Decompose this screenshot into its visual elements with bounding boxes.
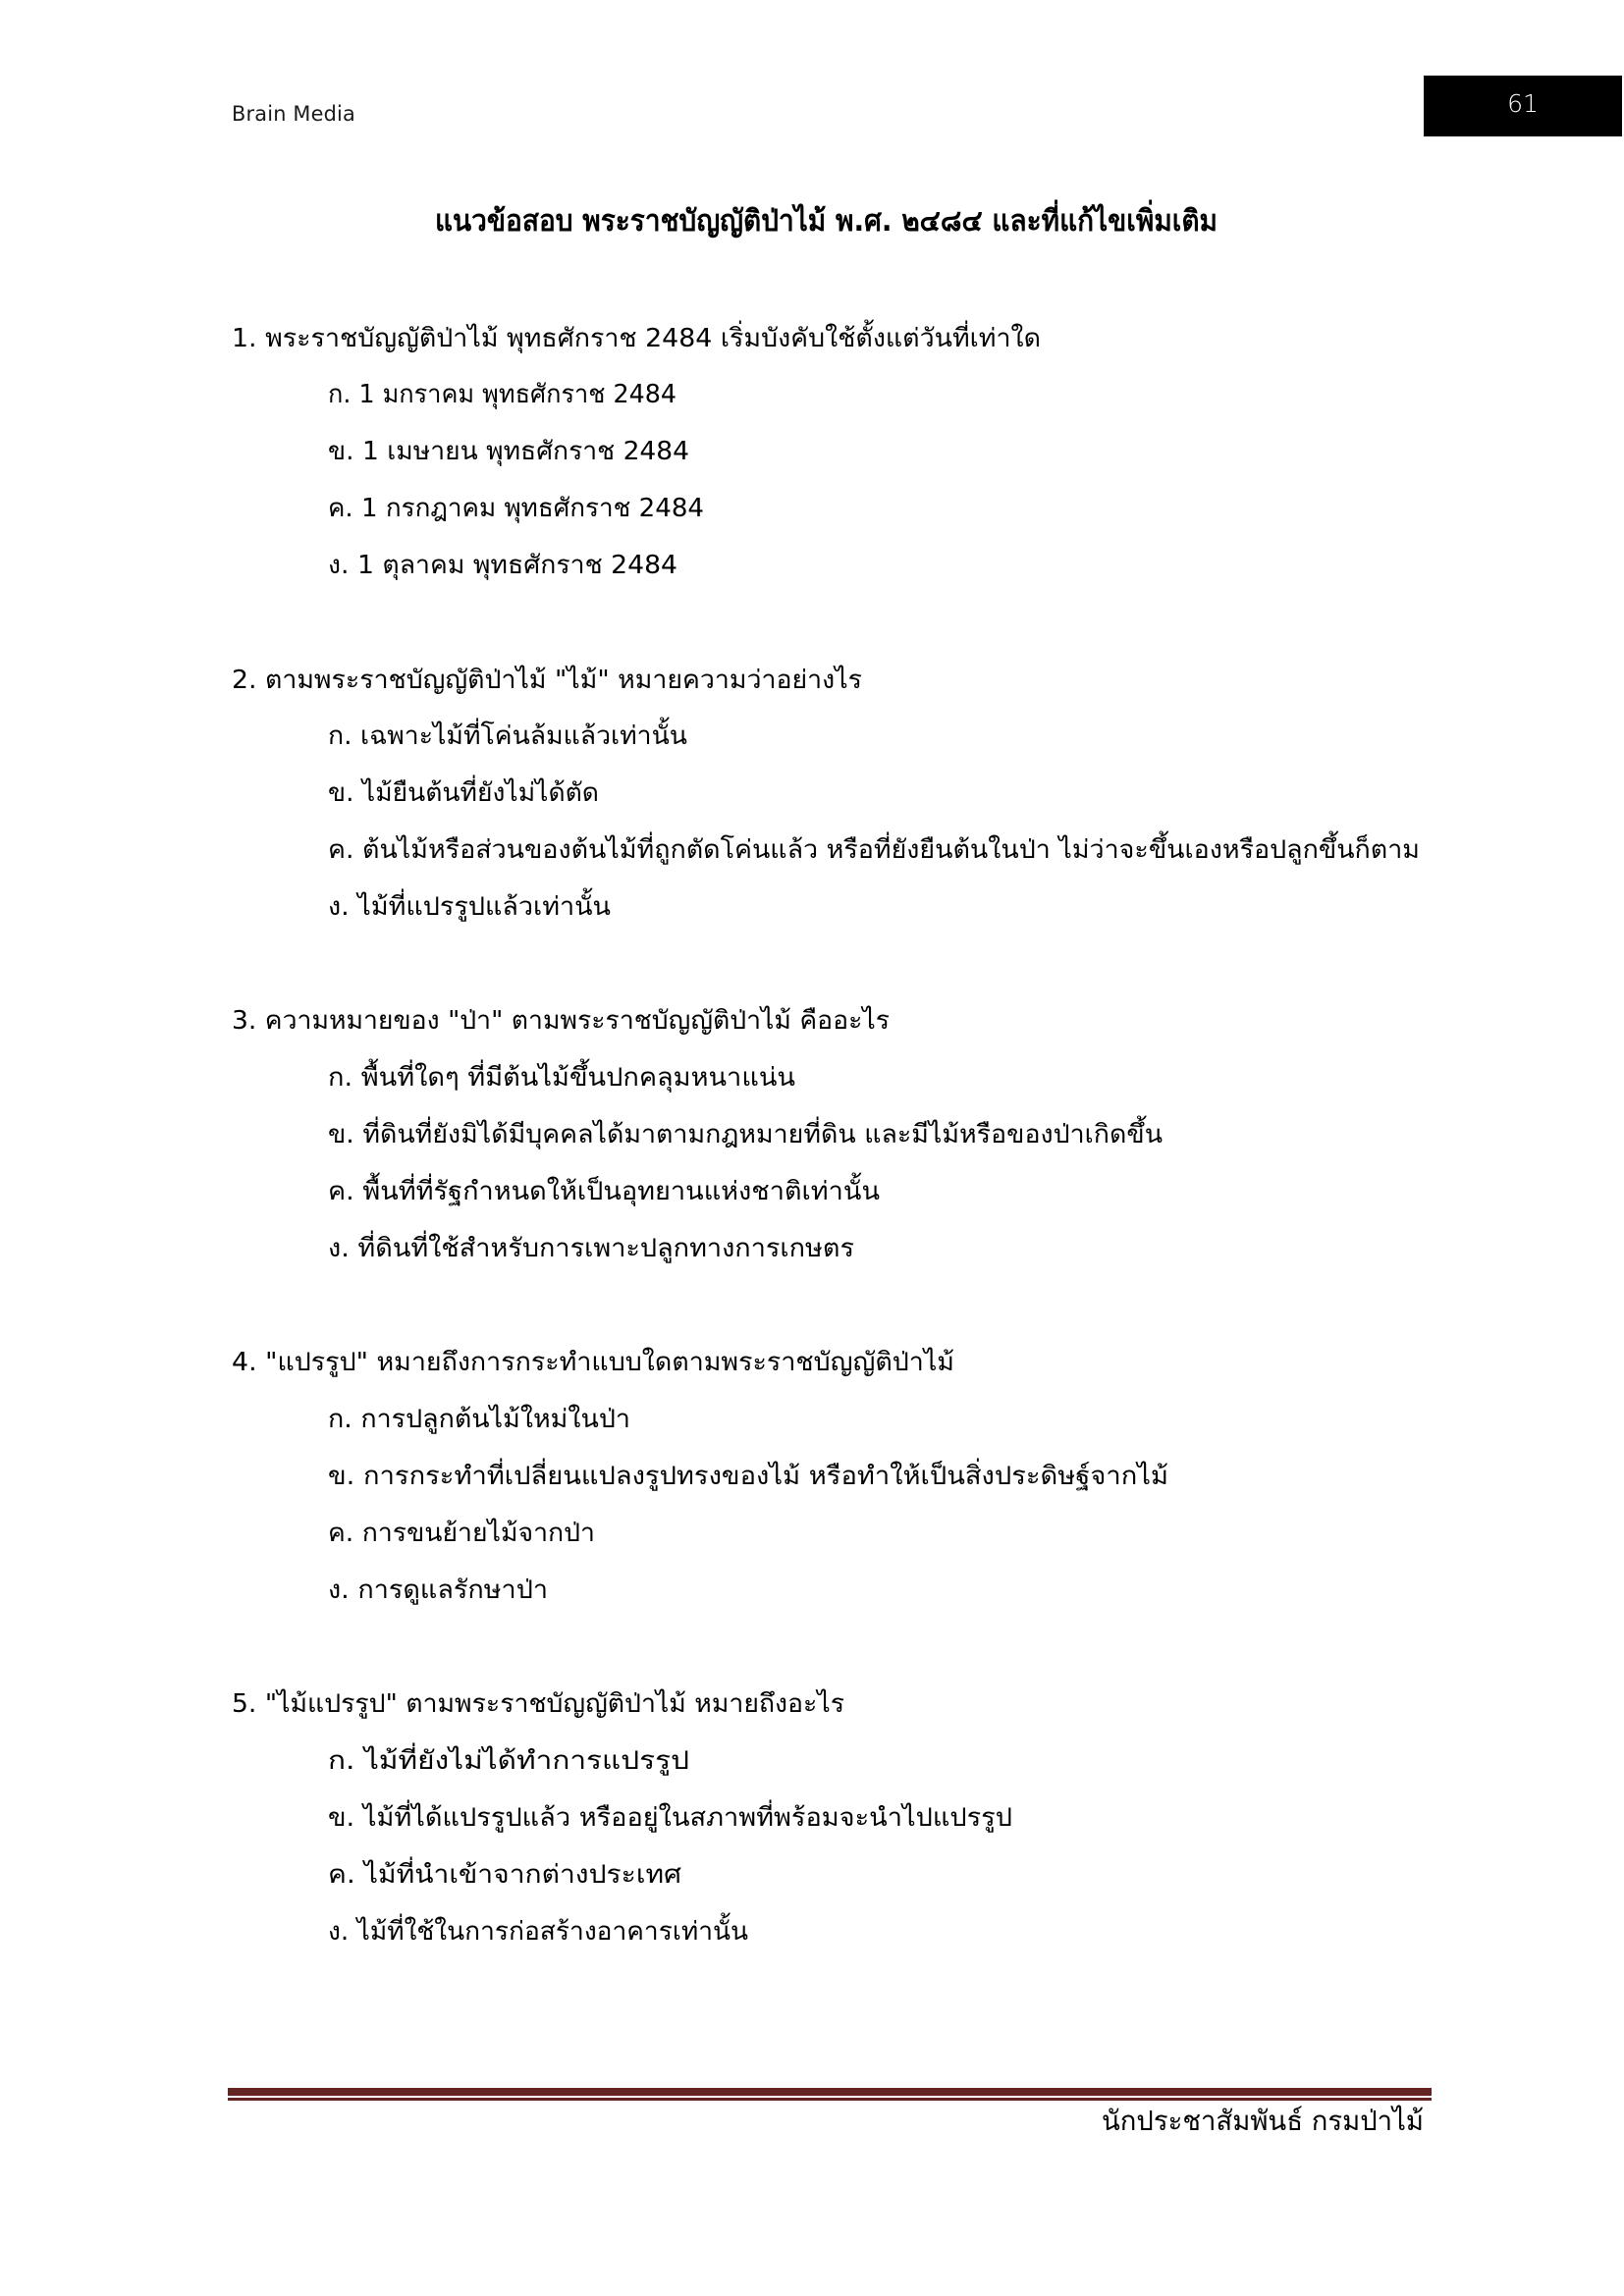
option-a: ก. ไม้ที่ยังไม่ได้ทำการแปรรูป (328, 1746, 689, 1776)
question-text: 2. ตามพระราชบัญญัติป่าไม้ "ไม้" หมายความว่าอย่างไร (232, 666, 862, 695)
option-a: ก. การปลูกต้นไม้ใหม่ในป่า (328, 1405, 630, 1434)
option-b: ข. 1 เมษายน พุทธศักราช 2484 (328, 437, 689, 466)
option-d: ง. ที่ดินที่ใช้สำหรับการเพาะปลูกทางการเกษตร (328, 1234, 854, 1263)
option-b: ข. การกระทำที่เปลี่ยนแปลงรูปทรงของไม้ หรือทำให้เป็นสิ่งประดิษฐ์จากไม้ (328, 1462, 1168, 1491)
option-c: ค. ไม้ที่นำเข้าจากต่างประเทศ (328, 1860, 681, 1890)
option-a: ก. เฉพาะไม้ที่โค่นล้มแล้วเท่านั้น (328, 721, 687, 751)
option-c: ค. การขนย้ายไม้จากป่า (328, 1519, 595, 1548)
option-c: ค. ต้นไม้หรือส่วนของต้นไม้ที่ถูกตัดโค่นแล้ว หรือที่ยังยืนต้นในป่า ไม่ว่าจะขึ้นเองหรือปลูกขึ้นก็ตาม (328, 835, 1420, 865)
option-a: ก. พื้นที่ใดๆ ที่มีต้นไม้ขึ้นปกคลุมหนาแน่น (328, 1063, 795, 1093)
option-c: ค. พื้นที่ที่รัฐกำหนดให้เป็นอุทยานแห่งชาติเท่านั้น (328, 1177, 880, 1206)
question-text: 3. ความหมายของ "ป่า" ตามพระราชบัญญัติป่าไม้ คืออะไร (232, 1006, 890, 1036)
question-text: 1. พระราชบัญญัติป่าไม้ พุทธศักราช 2484 เริ่มบังคับใช้ตั้งแต่วันที่เท่าใด (232, 324, 1041, 353)
option-d: ง. ไม้ที่แปรรูปแล้วเท่านั้น (328, 892, 611, 922)
option-d: ง. ไม้ที่ใช้ในการก่อสร้างอาคารเท่านั้น (328, 1917, 748, 1947)
footer-department: นักประชาสัมพันธ์ กรมป่าไม้ (1102, 2105, 1424, 2137)
question-text: 5. "ไม้แปรรูป" ตามพระราชบัญญัติป่าไม้ หมายถึงอะไร (232, 1689, 844, 1719)
document-title: แนวข้อสอบ พระราชบัญญัติป่าไม้ พ.ศ. ๒๔๘๔ และที่แก้ไขเพิ่มเติม (435, 204, 1218, 239)
publisher-name: Brain Media (232, 102, 355, 126)
option-d: ง. 1 ตุลาคม พุทธศักราช 2484 (328, 551, 677, 580)
question-text: 4. "แปรรูป" หมายถึงการกระทำแบบใดตามพระราชบัญญัติป่าไม้ (232, 1348, 955, 1377)
option-d: ง. การดูแลรักษาป่า (328, 1575, 548, 1605)
option-c: ค. 1 กรกฎาคม พุทธศักราช 2484 (328, 494, 704, 523)
option-b: ข. ไม้ยืนต้นที่ยังไม่ได้ตัด (328, 778, 599, 808)
option-a: ก. 1 มกราคม พุทธศักราช 2484 (328, 380, 677, 409)
option-b: ข. ไม้ที่ได้แปรรูปแล้ว หรืออยู่ในสภาพที่พร้อมจะนำไปแปรรูป (328, 1803, 1012, 1833)
option-b: ข. ที่ดินที่ยังมิได้มีบุคคลได้มาตามกฎหมายที่ดิน และมีไม้หรือของป่าเกิดขึ้น (328, 1120, 1163, 1149)
page-number-box (1424, 76, 1622, 136)
footer-rule-thick (228, 2088, 1432, 2096)
page-number: 61 (1507, 89, 1539, 118)
